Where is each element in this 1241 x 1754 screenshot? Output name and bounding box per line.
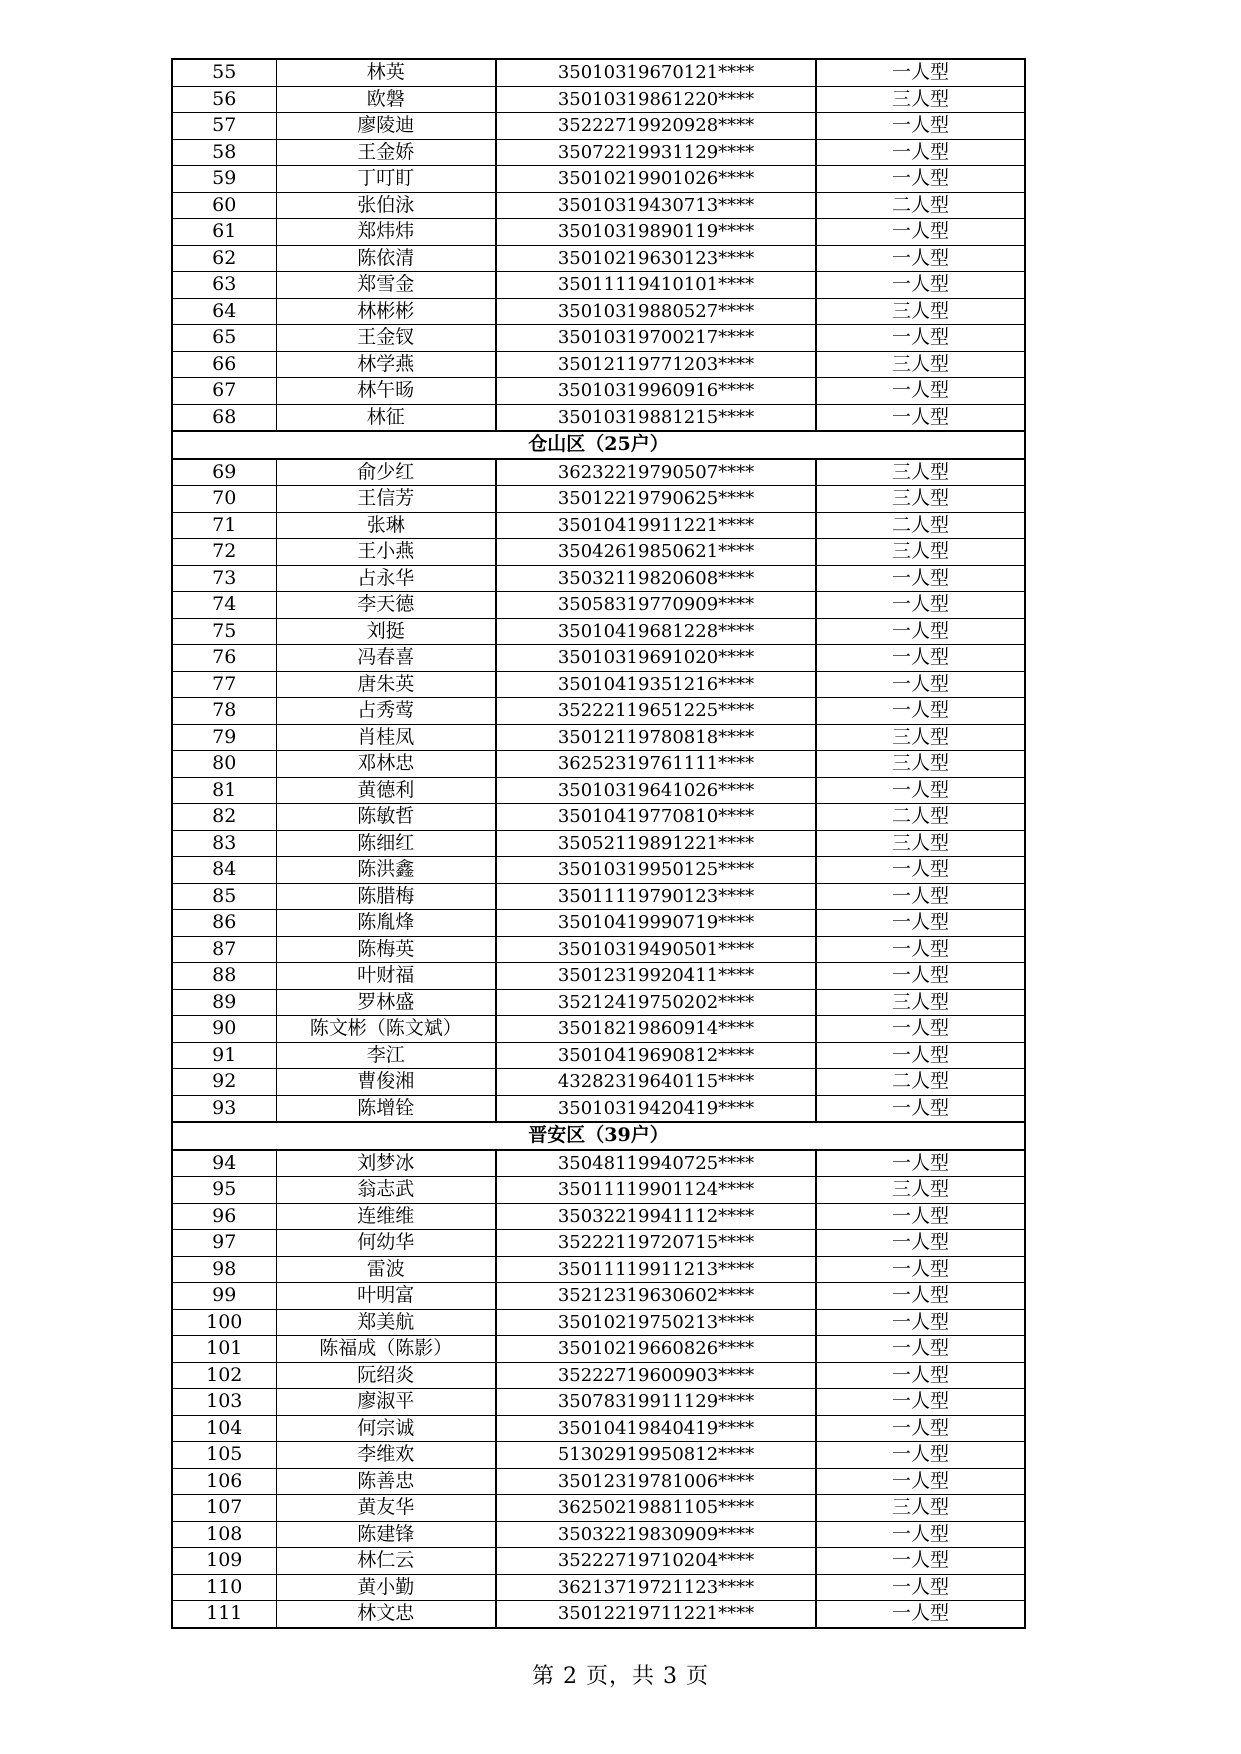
table-row (172, 1177, 1025, 1204)
id-number-cell: 35018219860914**** (496, 1016, 816, 1043)
table-row (172, 351, 1025, 378)
applicant-name-cell: 王信芳 (276, 486, 496, 513)
table-row (172, 671, 1025, 698)
id-number-cell: 35222719920928**** (496, 113, 816, 140)
household-type-cell: 一人型 (816, 1309, 1025, 1336)
row-number-cell: 95 (172, 1177, 276, 1204)
table-row (172, 857, 1025, 884)
household-type-cell: 一人型 (816, 618, 1025, 645)
household-type-cell: 一人型 (816, 1283, 1025, 1310)
household-type-cell: 三人型 (816, 830, 1025, 857)
applicant-name-cell: 陈建锋 (276, 1521, 496, 1548)
household-type-cell: 一人型 (816, 645, 1025, 672)
table-row (172, 989, 1025, 1016)
row-number-cell: 90 (172, 1016, 276, 1043)
id-number-cell: 35010419840419**** (496, 1415, 816, 1442)
table-row (172, 1256, 1025, 1283)
row-number-cell: 79 (172, 724, 276, 751)
id-number-cell: 35011119911213**** (496, 1256, 816, 1283)
table-row (172, 910, 1025, 937)
id-number-cell: 35222719710204**** (496, 1548, 816, 1575)
id-number-cell: 35010319881215**** (496, 404, 816, 431)
id-number-cell: 35010419911221**** (496, 512, 816, 539)
applicant-name-cell: 阮绍炎 (276, 1362, 496, 1389)
table-row (172, 1309, 1025, 1336)
table-row (172, 804, 1025, 831)
applicant-name-cell: 翁志武 (276, 1177, 496, 1204)
row-number-cell: 98 (172, 1256, 276, 1283)
household-type-cell: 一人型 (816, 1230, 1025, 1257)
id-number-cell: 35012219711221**** (496, 1601, 816, 1628)
table-row (172, 645, 1025, 672)
household-type-cell: 一人型 (816, 1042, 1025, 1069)
applicant-name-cell: 曹俊湘 (276, 1069, 496, 1096)
table-row (172, 86, 1025, 113)
household-type-cell: 一人型 (816, 1095, 1025, 1122)
table-row (172, 592, 1025, 619)
household-type-cell: 一人型 (816, 1521, 1025, 1548)
applicant-name-cell: 雷波 (276, 1256, 496, 1283)
id-number-cell: 35010219660826**** (496, 1336, 816, 1363)
id-number-cell: 35012119780818**** (496, 724, 816, 751)
household-type-cell: 一人型 (816, 1389, 1025, 1416)
table-row (172, 1069, 1025, 1096)
row-number-cell: 93 (172, 1095, 276, 1122)
row-number-cell: 81 (172, 777, 276, 804)
household-type-cell: 一人型 (816, 139, 1025, 166)
id-number-cell: 35010319430713**** (496, 192, 816, 219)
id-number-cell: 35010319691020**** (496, 645, 816, 672)
applicant-name-cell: 李维欢 (276, 1442, 496, 1469)
table-row (172, 192, 1025, 219)
table-row (172, 1495, 1025, 1522)
applicant-name-cell: 黄小勤 (276, 1574, 496, 1601)
household-type-cell: 一人型 (816, 671, 1025, 698)
row-number-cell: 105 (172, 1442, 276, 1469)
id-number-cell: 43282319640115**** (496, 1069, 816, 1096)
household-type-cell: 一人型 (816, 1468, 1025, 1495)
household-type-cell: 三人型 (816, 1495, 1025, 1522)
table-row (172, 166, 1025, 193)
row-number-cell: 99 (172, 1283, 276, 1310)
applicant-name-cell: 郑美航 (276, 1309, 496, 1336)
id-number-cell: 35048119940725**** (496, 1150, 816, 1177)
household-type-cell: 一人型 (816, 1150, 1025, 1177)
applicant-name-cell: 刘梦冰 (276, 1150, 496, 1177)
household-type-cell: 一人型 (816, 777, 1025, 804)
table-row (172, 219, 1025, 246)
id-number-cell: 35010419681228**** (496, 618, 816, 645)
household-type-cell: 三人型 (816, 459, 1025, 486)
household-type-cell: 一人型 (816, 1601, 1025, 1628)
household-type-cell: 一人型 (816, 1016, 1025, 1043)
applicant-name-cell: 陈梅英 (276, 936, 496, 963)
applicant-name-cell: 陈细红 (276, 830, 496, 857)
applicant-name-cell: 俞少红 (276, 459, 496, 486)
applicant-name-cell: 黄友华 (276, 1495, 496, 1522)
row-number-cell: 75 (172, 618, 276, 645)
row-number-cell: 89 (172, 989, 276, 1016)
applicant-name-cell: 李江 (276, 1042, 496, 1069)
applicant-name-cell: 陈福成（陈影） (276, 1336, 496, 1363)
id-number-cell: 35078319911129**** (496, 1389, 816, 1416)
applicant-name-cell: 黄德利 (276, 777, 496, 804)
household-type-cell: 三人型 (816, 1177, 1025, 1204)
applicant-name-cell: 邓林忠 (276, 751, 496, 778)
table-row (172, 1415, 1025, 1442)
applicant-name-cell: 占秀莺 (276, 698, 496, 725)
applicant-name-cell: 王金钗 (276, 325, 496, 352)
table-row (172, 378, 1025, 405)
household-type-cell: 一人型 (816, 592, 1025, 619)
table-row (172, 272, 1025, 299)
row-number-cell: 88 (172, 963, 276, 990)
row-number-cell: 67 (172, 378, 276, 405)
id-number-cell: 35010319641026**** (496, 777, 816, 804)
household-type-cell: 一人型 (816, 1362, 1025, 1389)
applicant-name-cell: 连维维 (276, 1203, 496, 1230)
household-type-cell: 二人型 (816, 1069, 1025, 1096)
applicant-name-cell: 丁叮盯 (276, 166, 496, 193)
table-row (172, 751, 1025, 778)
row-number-cell: 94 (172, 1150, 276, 1177)
applicant-name-cell: 郑炜炜 (276, 219, 496, 246)
household-type-cell: 一人型 (816, 219, 1025, 246)
row-number-cell: 103 (172, 1389, 276, 1416)
row-number-cell: 110 (172, 1574, 276, 1601)
id-number-cell: 35042619850621**** (496, 539, 816, 566)
table-row (172, 1203, 1025, 1230)
table-row (172, 1389, 1025, 1416)
row-number-cell: 82 (172, 804, 276, 831)
row-number-cell: 70 (172, 486, 276, 513)
id-number-cell: 35010419770810**** (496, 804, 816, 831)
household-type-cell: 一人型 (816, 404, 1025, 431)
id-number-cell: 35010419990719**** (496, 910, 816, 937)
row-number-cell: 72 (172, 539, 276, 566)
id-number-cell: 35010319700217**** (496, 325, 816, 352)
table-row (172, 1150, 1025, 1177)
table-row (172, 1601, 1025, 1628)
applicant-name-cell: 廖陵迪 (276, 113, 496, 140)
applicant-name-cell: 林学燕 (276, 351, 496, 378)
household-type-cell: 一人型 (816, 59, 1025, 86)
row-number-cell: 101 (172, 1336, 276, 1363)
id-number-cell: 35010319861220**** (496, 86, 816, 113)
table-row (172, 1574, 1025, 1601)
table-row (172, 963, 1025, 990)
table-row (172, 1362, 1025, 1389)
table-row (172, 724, 1025, 751)
row-number-cell: 96 (172, 1203, 276, 1230)
table-row (172, 1442, 1025, 1469)
id-number-cell: 35222719600903**** (496, 1362, 816, 1389)
row-number-cell: 66 (172, 351, 276, 378)
id-number-cell: 35011119901124**** (496, 1177, 816, 1204)
row-number-cell: 106 (172, 1468, 276, 1495)
id-number-cell: 35052119891221**** (496, 830, 816, 857)
applicant-name-cell: 林英 (276, 59, 496, 86)
applicant-name-cell: 张伯泳 (276, 192, 496, 219)
id-number-cell: 35011119410101**** (496, 272, 816, 299)
table-row (172, 1548, 1025, 1575)
table-row (172, 1521, 1025, 1548)
row-number-cell: 71 (172, 512, 276, 539)
row-number-cell: 73 (172, 565, 276, 592)
table-row (172, 245, 1025, 272)
household-table (171, 58, 1026, 1629)
row-number-cell: 102 (172, 1362, 276, 1389)
applicant-name-cell: 王金娇 (276, 139, 496, 166)
row-number-cell: 56 (172, 86, 276, 113)
row-number-cell: 69 (172, 459, 276, 486)
applicant-name-cell: 叶财福 (276, 963, 496, 990)
row-number-cell: 76 (172, 645, 276, 672)
applicant-name-cell: 陈依清 (276, 245, 496, 272)
household-type-cell: 三人型 (816, 351, 1025, 378)
section-header-row (172, 1122, 1025, 1150)
household-type-cell: 三人型 (816, 486, 1025, 513)
id-number-cell: 35010219750213**** (496, 1309, 816, 1336)
applicant-name-cell: 林彬彬 (276, 298, 496, 325)
row-number-cell: 77 (172, 671, 276, 698)
applicant-name-cell: 罗林盛 (276, 989, 496, 1016)
id-number-cell: 35012319781006**** (496, 1468, 816, 1495)
row-number-cell: 109 (172, 1548, 276, 1575)
household-type-cell: 二人型 (816, 512, 1025, 539)
applicant-name-cell: 陈腊梅 (276, 883, 496, 910)
household-type-cell: 一人型 (816, 325, 1025, 352)
id-number-cell: 35032219830909**** (496, 1521, 816, 1548)
table-row (172, 1336, 1025, 1363)
table-row (172, 325, 1025, 352)
household-type-cell: 一人型 (816, 1442, 1025, 1469)
row-number-cell: 80 (172, 751, 276, 778)
row-number-cell: 74 (172, 592, 276, 619)
household-type-cell: 二人型 (816, 192, 1025, 219)
id-number-cell: 35010419351216**** (496, 671, 816, 698)
applicant-name-cell: 陈善忠 (276, 1468, 496, 1495)
id-number-cell: 36250219881105**** (496, 1495, 816, 1522)
table-row (172, 1230, 1025, 1257)
row-number-cell: 61 (172, 219, 276, 246)
household-type-cell: 一人型 (816, 1574, 1025, 1601)
id-number-cell: 35012119771203**** (496, 351, 816, 378)
table-row (172, 1042, 1025, 1069)
household-type-cell: 三人型 (816, 989, 1025, 1016)
applicant-name-cell: 廖淑平 (276, 1389, 496, 1416)
applicant-name-cell: 林仁云 (276, 1548, 496, 1575)
id-number-cell: 35010319890119**** (496, 219, 816, 246)
row-number-cell: 63 (172, 272, 276, 299)
table-row (172, 404, 1025, 431)
household-type-cell: 一人型 (816, 245, 1025, 272)
table-row (172, 698, 1025, 725)
row-number-cell: 86 (172, 910, 276, 937)
id-number-cell: 35212319630602**** (496, 1283, 816, 1310)
table-row (172, 1016, 1025, 1043)
id-number-cell: 35010319490501**** (496, 936, 816, 963)
applicant-name-cell: 冯春喜 (276, 645, 496, 672)
row-number-cell: 57 (172, 113, 276, 140)
applicant-name-cell: 刘挺 (276, 618, 496, 645)
table-row (172, 1468, 1025, 1495)
row-number-cell: 84 (172, 857, 276, 884)
row-number-cell: 83 (172, 830, 276, 857)
household-type-cell: 一人型 (816, 1256, 1025, 1283)
applicant-name-cell: 陈增铨 (276, 1095, 496, 1122)
id-number-cell: 35010319420419**** (496, 1095, 816, 1122)
applicant-name-cell: 张琳 (276, 512, 496, 539)
applicant-name-cell: 何宗诚 (276, 1415, 496, 1442)
row-number-cell: 68 (172, 404, 276, 431)
household-type-cell: 一人型 (816, 910, 1025, 937)
applicant-name-cell: 林征 (276, 404, 496, 431)
id-number-cell: 36232219790507**** (496, 459, 816, 486)
table-row (172, 1283, 1025, 1310)
household-type-cell: 一人型 (816, 565, 1025, 592)
table-row (172, 59, 1025, 86)
applicant-name-cell: 林文忠 (276, 1601, 496, 1628)
household-type-cell: 一人型 (816, 1203, 1025, 1230)
table-row (172, 565, 1025, 592)
row-number-cell: 78 (172, 698, 276, 725)
household-type-cell: 一人型 (816, 166, 1025, 193)
household-type-cell: 一人型 (816, 113, 1025, 140)
applicant-name-cell: 叶明富 (276, 1283, 496, 1310)
id-number-cell: 35010319880527**** (496, 298, 816, 325)
row-number-cell: 87 (172, 936, 276, 963)
applicant-name-cell: 欧磐 (276, 86, 496, 113)
household-type-cell: 三人型 (816, 539, 1025, 566)
household-type-cell: 一人型 (816, 936, 1025, 963)
id-number-cell: 36213719721123**** (496, 1574, 816, 1601)
id-number-cell: 35072219931129**** (496, 139, 816, 166)
id-number-cell: 35032219941112**** (496, 1203, 816, 1230)
row-number-cell: 104 (172, 1415, 276, 1442)
table-row (172, 777, 1025, 804)
table-row (172, 298, 1025, 325)
household-type-cell: 一人型 (816, 272, 1025, 299)
row-number-cell: 55 (172, 59, 276, 86)
applicant-name-cell: 王小燕 (276, 539, 496, 566)
applicant-name-cell: 陈敏哲 (276, 804, 496, 831)
applicant-name-cell: 陈文彬（陈文斌） (276, 1016, 496, 1043)
household-type-cell: 二人型 (816, 804, 1025, 831)
household-type-cell: 一人型 (816, 963, 1025, 990)
table-row (172, 830, 1025, 857)
row-number-cell: 107 (172, 1495, 276, 1522)
household-type-cell: 三人型 (816, 298, 1025, 325)
id-number-cell: 35010319670121**** (496, 59, 816, 86)
table-row (172, 883, 1025, 910)
table-row (172, 936, 1025, 963)
table-row (172, 459, 1025, 486)
row-number-cell: 100 (172, 1309, 276, 1336)
applicant-name-cell: 何幼华 (276, 1230, 496, 1257)
page-footer: 第 2 页，共 3 页 (532, 1664, 709, 1689)
id-number-cell: 35058319770909**** (496, 592, 816, 619)
table-row (172, 139, 1025, 166)
id-number-cell: 35012219790625**** (496, 486, 816, 513)
row-number-cell: 64 (172, 298, 276, 325)
id-number-cell: 35010219630123**** (496, 245, 816, 272)
row-number-cell: 59 (172, 166, 276, 193)
table-row (172, 1095, 1025, 1122)
table-row (172, 113, 1025, 140)
applicant-name-cell: 陈洪鑫 (276, 857, 496, 884)
household-type-cell: 一人型 (816, 883, 1025, 910)
table-row (172, 486, 1025, 513)
applicant-name-cell: 李天德 (276, 592, 496, 619)
row-number-cell: 62 (172, 245, 276, 272)
section-title: 仓山区（25户） (172, 431, 1025, 459)
table-row (172, 512, 1025, 539)
row-number-cell: 60 (172, 192, 276, 219)
household-type-cell: 三人型 (816, 86, 1025, 113)
id-number-cell: 35032119820608**** (496, 565, 816, 592)
applicant-name-cell: 郑雪金 (276, 272, 496, 299)
section-header-row (172, 431, 1025, 459)
row-number-cell: 111 (172, 1601, 276, 1628)
applicant-name-cell: 陈胤烽 (276, 910, 496, 937)
household-type-cell: 一人型 (816, 1415, 1025, 1442)
row-number-cell: 58 (172, 139, 276, 166)
id-number-cell: 35011119790123**** (496, 883, 816, 910)
applicant-name-cell: 占永华 (276, 565, 496, 592)
id-number-cell: 35222119720715**** (496, 1230, 816, 1257)
row-number-cell: 85 (172, 883, 276, 910)
applicant-name-cell: 唐朱英 (276, 671, 496, 698)
id-number-cell: 36252319761111**** (496, 751, 816, 778)
table-row (172, 539, 1025, 566)
id-number-cell: 35222119651225**** (496, 698, 816, 725)
section-title: 晋安区（39户） (172, 1122, 1025, 1150)
row-number-cell: 97 (172, 1230, 276, 1257)
household-type-cell: 三人型 (816, 724, 1025, 751)
row-number-cell: 92 (172, 1069, 276, 1096)
household-type-cell: 一人型 (816, 378, 1025, 405)
id-number-cell: 35010319960916**** (496, 378, 816, 405)
row-number-cell: 65 (172, 325, 276, 352)
id-number-cell: 51302919950812**** (496, 1442, 816, 1469)
id-number-cell: 35010419690812**** (496, 1042, 816, 1069)
applicant-name-cell: 肖桂凤 (276, 724, 496, 751)
row-number-cell: 108 (172, 1521, 276, 1548)
household-type-cell: 一人型 (816, 698, 1025, 725)
row-number-cell: 91 (172, 1042, 276, 1069)
household-type-cell: 一人型 (816, 857, 1025, 884)
household-type-cell: 一人型 (816, 1548, 1025, 1575)
id-number-cell: 35012319920411**** (496, 963, 816, 990)
id-number-cell: 35212419750202**** (496, 989, 816, 1016)
id-number-cell: 35010219901026**** (496, 166, 816, 193)
household-type-cell: 一人型 (816, 1336, 1025, 1363)
household-type-cell: 三人型 (816, 751, 1025, 778)
table-row (172, 618, 1025, 645)
id-number-cell: 35010319950125**** (496, 857, 816, 884)
applicant-name-cell: 林午旸 (276, 378, 496, 405)
